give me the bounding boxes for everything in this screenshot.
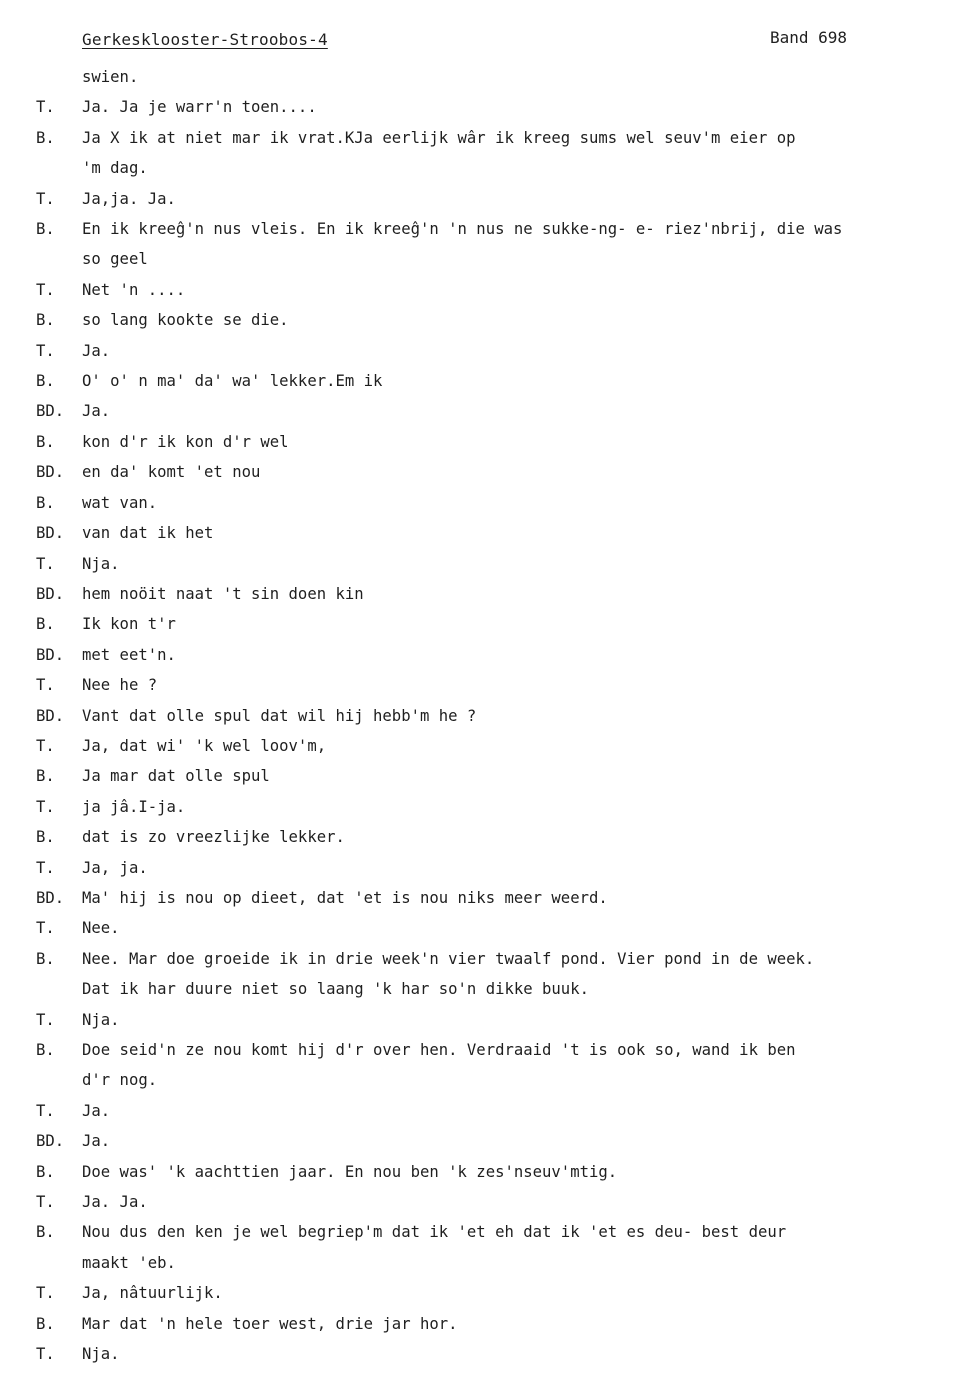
speaker-label: BD.	[36, 706, 65, 725]
utterance-text: wat van.	[82, 493, 158, 512]
transcript-line	[36, 214, 946, 244]
speaker-label: T.	[36, 736, 55, 755]
utterance-text: Ja.	[82, 1132, 111, 1151]
transcript-line	[36, 1005, 946, 1035]
utterance-text: Ja X ik at niet mar ik vrat.KJa eerlijk wâr ik kreeg sums wel seuv'm eier op	[82, 128, 796, 147]
utterance-text: Ja, ja.	[82, 858, 148, 877]
speaker-label: B.	[36, 311, 55, 330]
transcript-line	[36, 336, 946, 366]
utterance-text: van dat ik het	[82, 524, 214, 543]
utterance-text: ja jâ.I-ja.	[82, 797, 186, 816]
utterance-text: Ja.	[82, 402, 111, 421]
transcript-line	[36, 1126, 946, 1156]
utterance-text: Nja.	[82, 1010, 120, 1029]
transcript-line	[36, 123, 946, 153]
utterance-text: Net 'n ....	[82, 280, 186, 299]
band-number: Band 698	[770, 28, 848, 47]
speaker-label: T.	[36, 1101, 55, 1120]
speaker-label: T.	[36, 554, 55, 573]
speaker-label: T.	[36, 98, 55, 117]
speaker-label: B.	[36, 1314, 55, 1333]
speaker-label: B.	[36, 828, 55, 847]
utterance-text: O' o' n ma' da' wa' lekker.Em ik	[82, 372, 383, 391]
utterance-text: Ja.	[82, 341, 111, 360]
utterance-text: Ja,ja. Ja.	[82, 189, 176, 208]
transcript-line	[36, 1096, 946, 1126]
transcript-line	[36, 1339, 946, 1369]
speaker-label: BD.	[36, 524, 65, 543]
utterance-text: Doe seid'n ze nou komt hij d'r over hen. Verdraaid 't is ook so, wand ik ben	[82, 1041, 796, 1059]
utterance-text: En ik kreeĝ'n nus vleis. En ik kreeĝ'n 'n nus ne sukke-ng- e- riez'nbrij, die was	[82, 220, 843, 239]
speaker-label: B.	[36, 372, 55, 391]
speaker-label: T.	[36, 280, 55, 299]
utterance-text: Mar dat 'n hele toer west, drie jar hor.	[82, 1314, 458, 1333]
speaker-label: B.	[36, 615, 55, 634]
utterance-text: Ja, nâtuurlijk.	[82, 1284, 223, 1303]
transcript-line	[36, 427, 946, 457]
document-title: Gerkesklooster-Stroobos-4	[82, 30, 328, 49]
speaker-label: T.	[36, 1193, 55, 1212]
utterance-text: met eet'n.	[82, 645, 176, 664]
transcript-line	[36, 1035, 946, 1065]
utterance-text: maakt 'eb.	[82, 1253, 176, 1272]
speaker-label: B.	[36, 493, 55, 512]
utterance-text: Vant dat olle spul dat wil hij hebb'm he ?	[82, 706, 477, 725]
utterance-text: Nou dus den ken je wel begriep'm dat ik 'et eh dat ik 'et es deu- best deur	[82, 1223, 787, 1242]
transcript-line	[36, 1278, 946, 1308]
speaker-label: T.	[36, 1345, 55, 1364]
transcript-line	[36, 488, 946, 518]
transcript-line	[36, 518, 946, 548]
transcript-line	[36, 1217, 946, 1247]
transcript-line	[36, 761, 946, 791]
speaker-label: T.	[36, 1010, 55, 1029]
transcript-line	[36, 792, 946, 822]
transcript-line	[36, 822, 946, 852]
speaker-label: T.	[36, 341, 55, 360]
utterance-text: hem noöit naat 't sin doen kin	[82, 584, 364, 603]
transcript-line	[36, 184, 946, 214]
speaker-label: T.	[36, 676, 55, 695]
utterance-text: swien.	[82, 68, 139, 86]
utterance-text: Ma' hij is nou op dieet, dat 'et is nou niks meer weerd.	[82, 888, 608, 907]
utterance-text: Ja, dat wi' 'k wel loov'm,	[82, 736, 327, 755]
utterance-text: Ja. Ja.	[82, 1193, 148, 1212]
utterance-text: dat is zo vreezlijke lekker.	[82, 828, 345, 847]
utterance-text: en da' komt 'et nou	[82, 463, 261, 482]
utterance-text: 'm dag.	[82, 159, 148, 178]
speaker-label: BD.	[36, 584, 65, 603]
transcript-line	[36, 153, 946, 183]
utterance-text: so geel	[82, 250, 148, 269]
utterance-text: kon d'r ik kon d'r wel	[82, 432, 289, 451]
utterance-text: Nee he ?	[82, 676, 158, 695]
transcript-line	[36, 244, 946, 274]
transcript-line	[36, 1157, 946, 1187]
transcript-line	[36, 1187, 946, 1217]
utterance-text: so lang kookte se die.	[82, 311, 289, 330]
utterance-text: Doe was' 'k aachttien jaar. En nou ben 'k zes'nseuv'mtig.	[82, 1162, 618, 1181]
transcript-line	[36, 853, 946, 883]
transcript-line	[36, 640, 946, 670]
transcript-line	[36, 579, 946, 609]
transcript	[36, 62, 946, 1369]
speaker-label: BD.	[36, 1132, 65, 1151]
transcript-line	[36, 944, 946, 974]
utterance-text: Dat ik har duure niet so laang 'k har so'n dikke buuk.	[82, 980, 589, 999]
transcript-line	[36, 731, 946, 761]
transcript-line	[36, 549, 946, 579]
transcript-line	[36, 1309, 946, 1339]
utterance-text: Nja.	[82, 554, 120, 573]
transcript-line	[36, 701, 946, 731]
transcript-line	[36, 1248, 946, 1278]
speaker-label: BD.	[36, 645, 65, 664]
transcript-line	[36, 62, 946, 92]
speaker-label: T.	[36, 919, 55, 938]
transcript-line	[36, 974, 946, 1004]
transcript-line	[36, 670, 946, 700]
speaker-label: BD.	[36, 463, 65, 482]
utterance-text: Nee.	[82, 919, 120, 938]
speaker-label: T.	[36, 797, 55, 816]
speaker-label: B.	[36, 432, 55, 451]
speaker-label: BD.	[36, 402, 65, 421]
speaker-label: B.	[36, 1223, 55, 1242]
utterance-text: Ja mar dat olle spul	[82, 767, 270, 786]
transcript-line	[36, 457, 946, 487]
transcript-line	[36, 305, 946, 335]
utterance-text: Ja. Ja je warr'n toen....	[82, 98, 317, 117]
transcript-line	[36, 396, 946, 426]
transcript-line	[36, 275, 946, 305]
transcript-line	[36, 913, 946, 943]
transcript-line	[36, 883, 946, 913]
transcript-line	[36, 92, 946, 122]
utterance-text: Nja.	[82, 1345, 120, 1364]
speaker-label: B.	[36, 128, 55, 147]
transcript-line	[36, 366, 946, 396]
utterance-text: Ja.	[82, 1101, 111, 1120]
speaker-label: T.	[36, 858, 55, 877]
transcript-line	[36, 1065, 946, 1095]
speaker-label: B.	[36, 1162, 55, 1181]
speaker-label: T.	[36, 1284, 55, 1303]
speaker-label: T.	[36, 189, 55, 208]
utterance-text: d'r nog.	[82, 1071, 158, 1090]
speaker-label: B.	[36, 767, 55, 786]
utterance-text: Nee. Mar doe groeide ik in drie week'n vier twaalf pond. Vier pond in de week.	[82, 949, 815, 968]
speaker-label: B.	[36, 220, 55, 239]
speaker-label: B.	[36, 1041, 55, 1059]
speaker-label: B.	[36, 949, 55, 968]
transcript-line	[36, 609, 946, 639]
speaker-label: BD.	[36, 888, 65, 907]
utterance-text: Ik kon t'r	[82, 615, 176, 634]
